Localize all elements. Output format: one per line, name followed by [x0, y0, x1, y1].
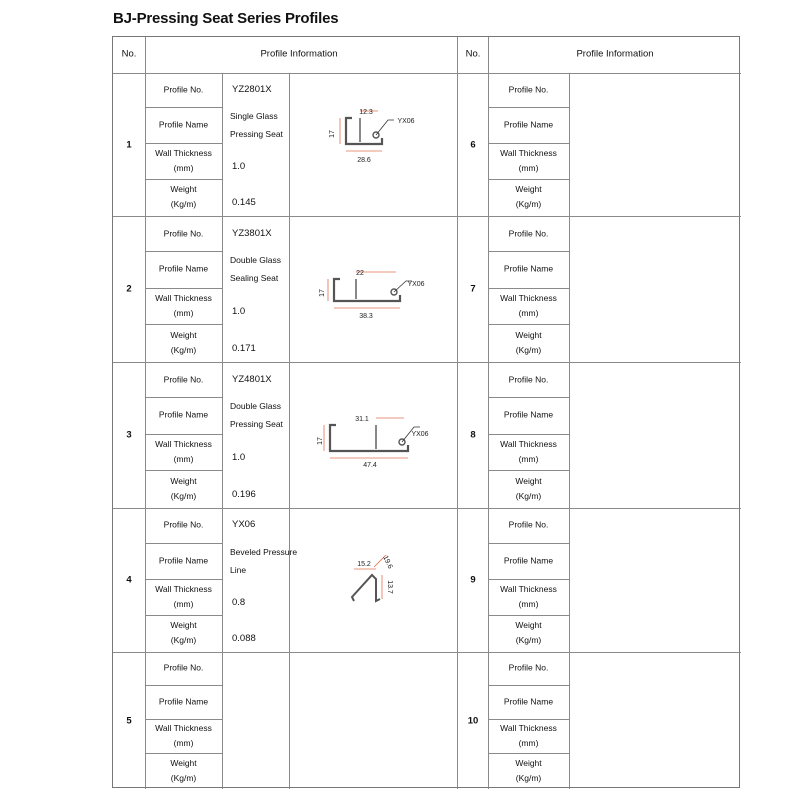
subrow-line — [145, 719, 222, 720]
subrow-line — [145, 143, 222, 144]
col-line — [569, 362, 570, 508]
height-dimension: 17 — [329, 130, 336, 138]
profiles-table — [112, 36, 740, 788]
label-weight: Weight (Kg/m) — [170, 620, 197, 646]
profile-shape — [346, 118, 382, 144]
label-weight: Weight (Kg/m) — [515, 620, 542, 646]
label-profile-name: Profile Name — [158, 696, 209, 707]
label-wall-thickness: Wall Thickness (mm) — [500, 147, 557, 173]
label-profile-name: Profile Name — [503, 263, 554, 274]
row-number: 5 — [126, 715, 132, 726]
col-line — [222, 362, 223, 508]
value-profile-name: Single Glass Pressing Seat — [230, 111, 283, 140]
width-dimension: 22 — [356, 270, 364, 277]
subrow-line — [145, 579, 222, 580]
base-dimension: 38.3 — [359, 313, 373, 320]
label-profile-no: Profile No. — [508, 84, 549, 95]
profile-shape — [352, 575, 380, 601]
value-wall-thickness: 1.0 — [232, 305, 246, 317]
value-profile-no: YZ4801X — [232, 373, 272, 385]
subrow-line — [145, 288, 222, 289]
col-line — [569, 652, 570, 789]
col-line — [222, 216, 223, 362]
dimension-lines — [328, 272, 400, 308]
label-wall-thickness: Wall Thickness (mm) — [155, 583, 212, 609]
label-wall-thickness: Wall Thickness (mm) — [500, 292, 557, 318]
subrow-line — [145, 397, 222, 398]
value-profile-name: Double Glass Sealing Seat — [230, 255, 282, 284]
col-line — [222, 508, 223, 652]
subrow-line — [488, 397, 569, 398]
row-number: 1 — [126, 139, 132, 150]
label-profile-name: Profile Name — [503, 409, 554, 420]
page-title: BJ-Pressing Seat Series Profiles — [113, 10, 339, 27]
header-profile-info-left: Profile Information — [260, 48, 338, 60]
subrow-line — [145, 753, 222, 754]
row-number: 4 — [126, 574, 132, 586]
label-profile-no: Profile No. — [163, 228, 204, 239]
col-line — [488, 37, 489, 789]
row-number: 2 — [126, 283, 132, 295]
label-profile-name: Profile Name — [158, 119, 209, 130]
profile-drawing — [290, 363, 456, 507]
subrow-line — [488, 615, 569, 616]
subrow-line — [488, 434, 569, 435]
subrow-line — [488, 179, 569, 180]
label-profile-name: Profile Name — [158, 409, 209, 420]
label-profile-no: Profile No. — [163, 84, 204, 95]
label-wall-thickness: Wall Thickness (mm) — [155, 438, 212, 464]
value-profile-no: YX06 — [232, 519, 256, 531]
subrow-line — [488, 470, 569, 471]
subrow-line — [488, 251, 569, 252]
subrow-line — [488, 107, 569, 108]
value-profile-name: Double Glass Pressing Seat — [230, 401, 283, 430]
row-line — [113, 652, 741, 653]
profile-tag: YX06 — [407, 281, 425, 288]
label-weight: Weight (Kg/m) — [515, 330, 542, 356]
label-profile-no: Profile No. — [508, 374, 549, 385]
row-number: 10 — [467, 715, 479, 726]
profile-drawing — [290, 74, 456, 215]
header-profile-info-right: Profile Information — [576, 48, 654, 60]
label-weight: Weight (Kg/m) — [170, 184, 197, 210]
label-profile-no: Profile No. — [163, 374, 204, 385]
col-line — [569, 73, 570, 216]
col-line — [145, 37, 146, 789]
height-dimension: 17 — [317, 437, 324, 445]
base-dimension: 47.4 — [363, 462, 377, 469]
label-weight: Weight (Kg/m) — [515, 476, 542, 502]
width-dimension: 12.3 — [359, 109, 373, 116]
label-profile-no: Profile No. — [163, 662, 204, 673]
profile-drawing — [290, 509, 456, 651]
label-wall-thickness: Wall Thickness (mm) — [155, 292, 212, 318]
header-no-right: No. — [465, 48, 481, 60]
label-profile-name: Profile Name — [503, 696, 554, 707]
label-wall-thickness: Wall Thickness (mm) — [155, 147, 212, 173]
value-weight: 0.196 — [232, 489, 256, 501]
subrow-line — [145, 179, 222, 180]
profile-tag: YX06 — [411, 431, 429, 438]
profile-drawing — [290, 217, 456, 361]
col-line — [222, 73, 223, 216]
value-wall-thickness: 1.0 — [232, 160, 246, 172]
header-no-left: No. — [121, 48, 137, 60]
subrow-line — [145, 107, 222, 108]
subrow-line — [145, 251, 222, 252]
subrow-line — [488, 288, 569, 289]
subrow-line — [488, 685, 569, 686]
subrow-line — [145, 543, 222, 544]
col-line — [569, 508, 570, 652]
value-weight: 0.145 — [232, 197, 256, 209]
subrow-line — [145, 470, 222, 471]
subrow-line — [145, 615, 222, 616]
label-weight: Weight (Kg/m) — [515, 184, 542, 210]
value-weight: 0.088 — [232, 633, 256, 645]
label-wall-thickness: Wall Thickness (mm) — [500, 583, 557, 609]
height-dimension: 17 — [319, 289, 326, 297]
profile-tag: YX06 — [397, 118, 415, 125]
value-profile-no: YZ2801X — [232, 84, 272, 96]
label-profile-no: Profile No. — [508, 519, 549, 530]
profile-shape — [334, 279, 400, 301]
subrow-line — [488, 324, 569, 325]
profile-shape — [330, 425, 408, 451]
width-dimension: 15.2 — [357, 561, 371, 568]
label-profile-no: Profile No. — [508, 228, 549, 239]
subrow-line — [488, 543, 569, 544]
value-profile-name: Beveled Pressure Line — [230, 546, 298, 575]
height-dimension: 13.7 — [386, 580, 393, 594]
value-profile-no: YZ3801X — [232, 227, 272, 239]
value-weight: 0.171 — [232, 343, 256, 355]
label-profile-name: Profile Name — [503, 555, 554, 566]
row-number: 8 — [470, 429, 476, 441]
value-wall-thickness: 1.0 — [232, 451, 246, 463]
diagonal-dimension: 19.6 — [381, 554, 394, 571]
label-weight: Weight (Kg/m) — [170, 330, 197, 356]
col-line — [222, 652, 223, 789]
row-number: 7 — [470, 283, 476, 295]
value-wall-thickness: 0.8 — [232, 596, 246, 608]
label-weight: Weight (Kg/m) — [515, 758, 542, 784]
subrow-line — [145, 324, 222, 325]
row-number: 3 — [126, 429, 132, 441]
label-profile-name: Profile Name — [158, 555, 209, 566]
width-dimension: 31.1 — [355, 416, 369, 423]
subrow-line — [145, 685, 222, 686]
label-profile-name: Profile Name — [158, 263, 209, 274]
col-line — [569, 216, 570, 362]
row-number: 9 — [470, 574, 476, 586]
label-profile-no: Profile No. — [508, 662, 549, 673]
label-profile-no: Profile No. — [163, 519, 204, 530]
subrow-line — [488, 579, 569, 580]
label-wall-thickness: Wall Thickness (mm) — [500, 723, 557, 749]
subrow-line — [488, 719, 569, 720]
label-weight: Weight (Kg/m) — [170, 476, 197, 502]
col-line — [289, 652, 290, 789]
subrow-line — [145, 434, 222, 435]
label-wall-thickness: Wall Thickness (mm) — [500, 438, 557, 464]
label-wall-thickness: Wall Thickness (mm) — [155, 723, 212, 749]
subrow-line — [488, 143, 569, 144]
label-weight: Weight (Kg/m) — [170, 758, 197, 784]
row-number: 6 — [470, 139, 476, 150]
label-profile-name: Profile Name — [503, 119, 554, 130]
base-dimension: 28.6 — [357, 157, 371, 164]
subrow-line — [488, 753, 569, 754]
col-line — [457, 37, 458, 789]
